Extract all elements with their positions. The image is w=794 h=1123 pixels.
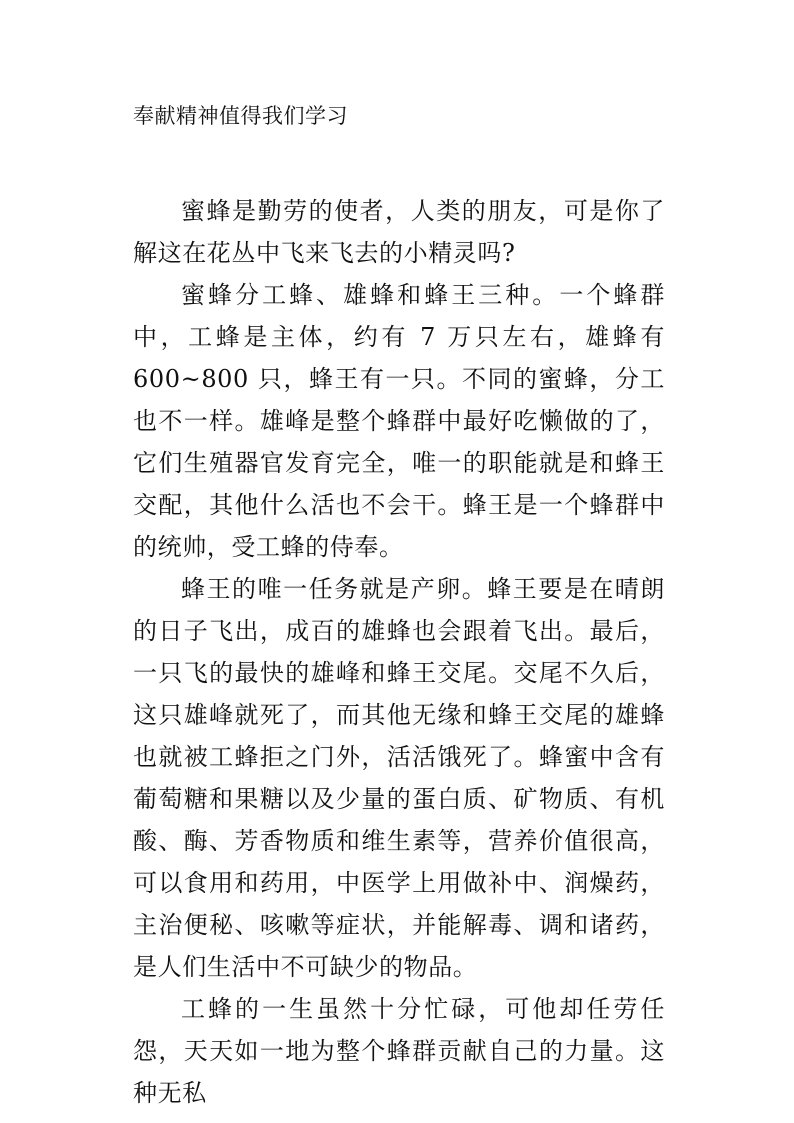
paragraph-worker-bee: 工蜂的一生虽然十分忙碌，可他却任劳任怨，天天如一地为整个蜂群贡献自己的力量。这种无私 bbox=[133, 995, 665, 1107]
paragraph-queen-and-honey: 蜂王的唯一任务就是产卵。蜂王要是在晴朗的日子飞出，成百的雄蜂也会跟着飞出。最后，一只飞的最快的雄峰和蜂王交尾。交尾不久后，这只雄峰就死了，而其他无缘和蜂王交尾的雄蜂也就被工蜂拒之门外，活活饿死了。蜂蜜中含有葡萄糖和果糖以及少量的蛋白质、矿物质、有机酸、酶、芳香物质和维生素等，营养价值很高，可以食用和药用，中医学上用做补中、润燥药，主治便秘、咳嗽等症状，并能解毒、调和诸药，是人们生活中不可缺少的物品。 bbox=[133, 575, 665, 981]
document-title: 奉献精神值得我们学习 bbox=[133, 104, 348, 128]
document-body bbox=[133, 190, 665, 1114]
paragraph-intro: 蜜蜂是勤劳的使者，人类的朋友，可是你了解这在花丛中飞来飞去的小精灵吗? bbox=[133, 197, 665, 267]
paragraph-division-of-labor: 蜜蜂分工蜂、雄蜂和蜂王三种。一个蜂群中，工蜂是主体，约有 7 万只左右，雄蜂有 600~800 只，蜂王有一只。不同的蜜蜂，分工也不一样。雄峰是整个蜂群中最好吃懒做的了，它们生殖器官发育完全，唯一的职能就是和蜂王交配，其他什么活也不会干。蜂王是一个蜂群中的统帅，受工蜂的侍奉。 bbox=[133, 281, 665, 561]
